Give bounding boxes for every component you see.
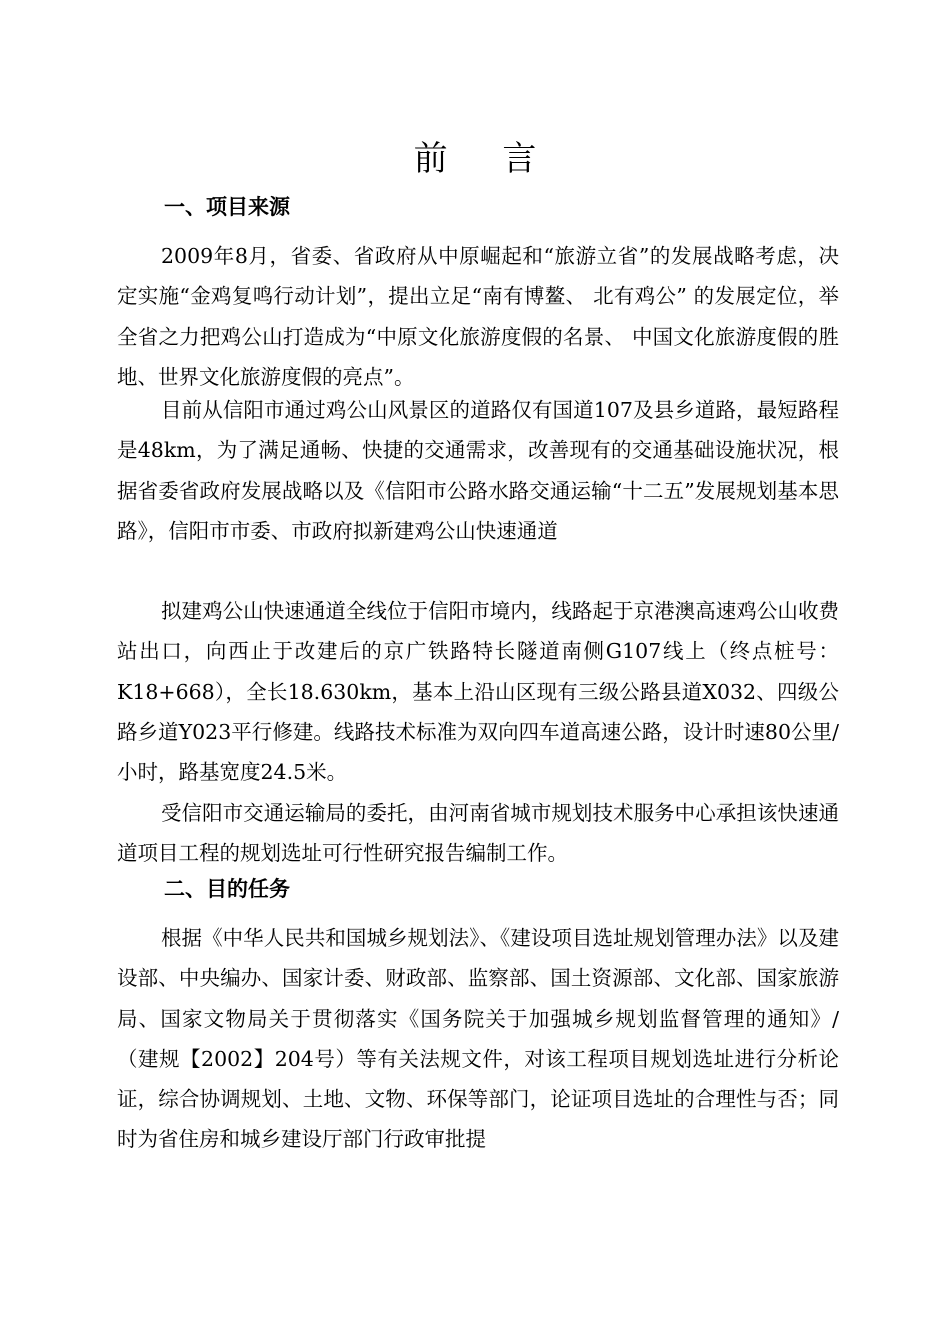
- section-heading-objectives: 二、目的任务: [164, 876, 290, 901]
- paragraph-background: 2009年8月，省委、省政府从中原崛起和“旅游立省”的发展战略考虑，决定实施“金鸡复鸣行动计划”，提出立足“南有博鳌、 北有鸡公” 的发展定位，举全省之力把鸡公山打造成为“中原文化旅游度假的名景、 中国文化旅游度假的胜地、世界文化旅游度假的亮点”。: [117, 244, 839, 389]
- paragraph-legal-basis: 根据《中华人民共和国城乡规划法》、《建设项目选址规划管理办法》以及建设部、中央编办、国家计委、财政部、监察部、国土资源部、文化部、国家旅游局、国家文物局关于贯彻落实《国务院关于加强城乡规划监督管理的通知》/（建规【2002】204号）等有关法规文件，对该工程项目规划选址进行分析论证，综合协调规划、土地、文物、环保等部门，论证项目选址的合理性与否；同时为省住房和城乡建设厅部门行政审批提: [117, 926, 839, 1152]
- paragraph-route-description: 拟建鸡公山快速通道全线位于信阳市境内，线路起于京港澳高速鸡公山收费站出口，向西止于改建后的京广铁路特长隧道南侧G107线上（终点桩号：K18+668），全长18.630km，基本上沿山区现有三级公路县道X032、四级公路乡道Y023平行修建。线路技术标准为双向四车道高速公路，设计时速80公里/小时，路基宽度24.5米。: [117, 599, 839, 785]
- section-heading-project-origin: 一、项目来源: [164, 194, 290, 219]
- paragraph-commission: 受信阳市交通运输局的委托，由河南省城市规划技术服务中心承担该快速通道项目工程的规划选址可行性研究报告编制工作。: [117, 801, 839, 866]
- page-title: 前 言: [413, 139, 559, 179]
- paragraph-current-roads: 目前从信阳市通过鸡公山风景区的道路仅有国道107及县乡道路，最短路程是48km，为了满足通畅、快捷的交通需求，改善现有的交通基础设施状况，根据省委省政府发展战略以及《信阳市公路水路交通运输“十二五”发展规划基本思路》，信阳市市委、市政府拟新建鸡公山快速通道: [117, 398, 839, 543]
